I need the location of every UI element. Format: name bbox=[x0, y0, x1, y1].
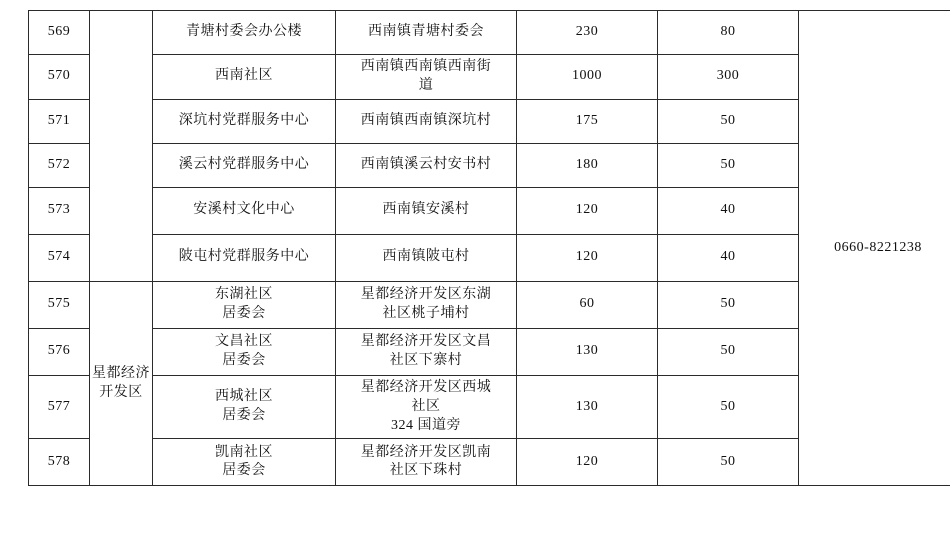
place-address bbox=[336, 99, 517, 143]
capacity-b: 50 bbox=[658, 143, 799, 187]
zone-name bbox=[90, 281, 153, 486]
capacity-b: 50 bbox=[658, 99, 799, 143]
capacity-a: 180 bbox=[517, 143, 658, 187]
place-name-line: 陂屯村党群服务中心 bbox=[178, 249, 310, 265]
place-address bbox=[336, 234, 517, 281]
place-name bbox=[153, 375, 336, 439]
place-name-line: 青塘村委会办公楼 bbox=[186, 24, 302, 40]
row-number: 573 bbox=[29, 187, 90, 234]
table-body bbox=[29, 11, 950, 486]
capacity-b: 50 bbox=[658, 328, 799, 375]
table-row bbox=[29, 11, 950, 55]
place-address bbox=[336, 375, 517, 439]
place-address-line: 社区桃子埔村 bbox=[382, 305, 470, 321]
place-address bbox=[336, 187, 517, 234]
place-name-line: 西城社区 bbox=[215, 389, 273, 405]
capacity-b: 40 bbox=[658, 187, 799, 234]
place-name-line: 溪云村党群服务中心 bbox=[178, 156, 310, 172]
place-name bbox=[153, 187, 336, 234]
row-number: 570 bbox=[29, 55, 90, 100]
capacity-b: 50 bbox=[658, 439, 799, 486]
place-address-line: 西南镇西南镇西南街 bbox=[360, 59, 492, 74]
shelter-table bbox=[28, 10, 950, 486]
capacity-b: 50 bbox=[658, 281, 799, 328]
row-number: 574 bbox=[29, 234, 90, 281]
place-name bbox=[153, 328, 336, 375]
place-name bbox=[153, 439, 336, 486]
place-address bbox=[336, 143, 517, 187]
row-number: 572 bbox=[29, 143, 90, 187]
place-address-line: 道 bbox=[418, 77, 434, 93]
place-address bbox=[336, 11, 517, 55]
place-name-line: 居委会 bbox=[222, 408, 266, 424]
zone-name-line: 星都经济 bbox=[92, 365, 150, 381]
place-name-line: 东湖社区 bbox=[215, 286, 273, 302]
capacity-a: 130 bbox=[517, 328, 658, 375]
zone-name-line: 开发区 bbox=[99, 384, 143, 400]
place-name-line: 居委会 bbox=[222, 463, 266, 479]
place-address-line: 社区下寨村 bbox=[389, 352, 463, 368]
capacity-b: 50 bbox=[658, 375, 799, 439]
capacity-b: 80 bbox=[658, 11, 799, 55]
place-address bbox=[336, 439, 517, 486]
row-number: 571 bbox=[29, 99, 90, 143]
place-name bbox=[153, 281, 336, 328]
capacity-a: 120 bbox=[517, 439, 658, 486]
place-address-line: 西南镇陂屯村 bbox=[382, 249, 470, 265]
capacity-b: 40 bbox=[658, 234, 799, 281]
capacity-a: 1000 bbox=[517, 55, 658, 100]
place-address-line: 星都经济开发区凯南 bbox=[360, 444, 492, 460]
place-address-line: 西南镇安溪村 bbox=[382, 202, 470, 218]
place-name-line: 西南社区 bbox=[215, 68, 273, 84]
place-name-line: 居委会 bbox=[222, 352, 266, 368]
place-name-line: 安溪村文化中心 bbox=[193, 202, 295, 218]
place-address-line: 324 国道旁 bbox=[391, 417, 461, 433]
place-address-line: 西南镇溪云村安书村 bbox=[360, 156, 492, 172]
place-address bbox=[336, 328, 517, 375]
capacity-a: 120 bbox=[517, 234, 658, 281]
place-address-line: 社区下珠村 bbox=[389, 463, 463, 479]
capacity-a: 120 bbox=[517, 187, 658, 234]
row-number: 577 bbox=[29, 375, 90, 439]
capacity-a: 60 bbox=[517, 281, 658, 328]
place-address-line: 星都经济开发区西城 bbox=[360, 379, 492, 395]
capacity-a: 175 bbox=[517, 99, 658, 143]
place-name bbox=[153, 234, 336, 281]
place-address-line: 星都经济开发区文昌 bbox=[360, 333, 492, 349]
row-number: 569 bbox=[29, 11, 90, 55]
place-name-line: 凯南社区 bbox=[215, 444, 273, 460]
capacity-b: 300 bbox=[658, 55, 799, 100]
place-name-line: 深坑村党群服务中心 bbox=[178, 112, 310, 128]
place-name bbox=[153, 11, 336, 55]
place-name bbox=[153, 99, 336, 143]
place-address bbox=[336, 281, 517, 328]
place-name-line: 文昌社区 bbox=[215, 333, 273, 349]
row-number: 578 bbox=[29, 439, 90, 486]
place-address-line: 西南镇西南镇深坑村 bbox=[360, 112, 492, 128]
row-number: 575 bbox=[29, 281, 90, 328]
place-address bbox=[336, 55, 517, 100]
place-address-line: 社区 bbox=[411, 398, 441, 414]
place-address-line: 西南镇青塘村委会 bbox=[368, 24, 484, 40]
place-name bbox=[153, 55, 336, 100]
place-name bbox=[153, 143, 336, 187]
capacity-a: 230 bbox=[517, 11, 658, 55]
row-number: 576 bbox=[29, 328, 90, 375]
place-name-line: 居委会 bbox=[222, 305, 266, 321]
zone-cell-top bbox=[90, 11, 153, 282]
capacity-a: 130 bbox=[517, 375, 658, 439]
place-address-line: 星都经济开发区东湖 bbox=[360, 286, 492, 302]
contact-phone: 0660-8221238 bbox=[799, 11, 950, 486]
